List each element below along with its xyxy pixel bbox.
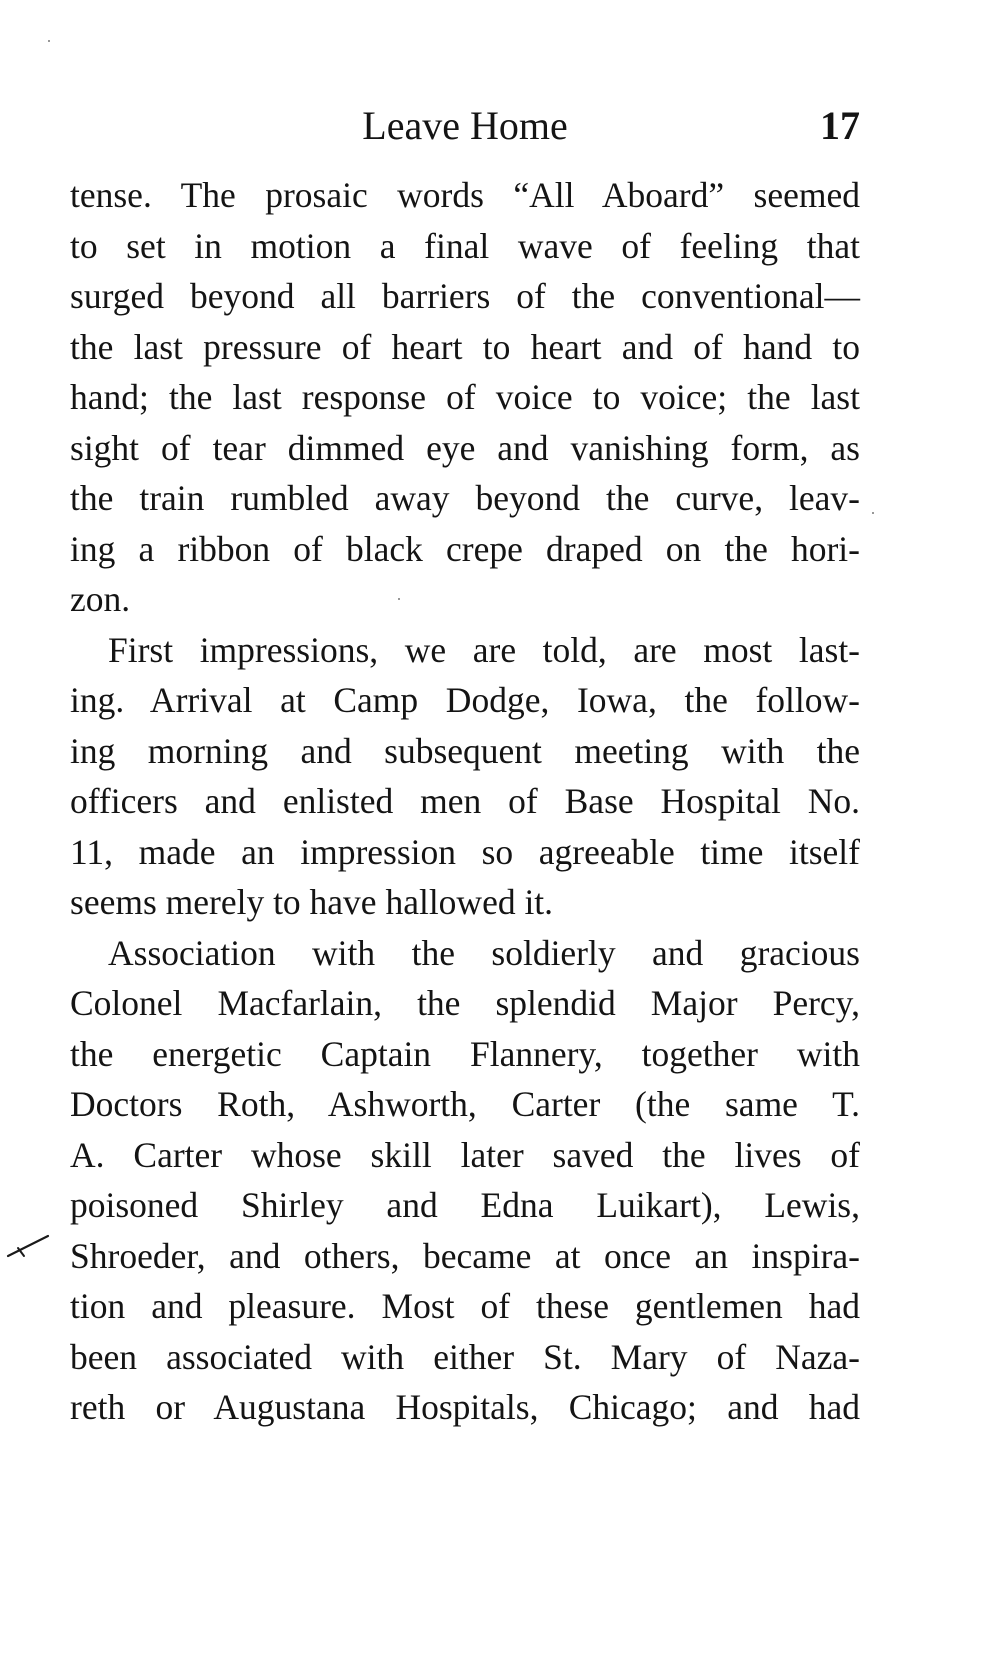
body-text [70,170,860,1433]
running-head [70,96,860,156]
text-line: sight of tear dimmed eye and vanishing form, as [70,427,860,468]
text-line: the energetic Captain Flannery, together with [70,1033,860,1074]
text-line: Association with the soldierly and gracious [108,932,860,973]
paper-speck [398,598,400,600]
text-line: hand; the last response of voice to voice; the last [70,377,860,417]
text-line: ing a ribbon of black crepe draped on the hori- [70,528,860,569]
text-line: Doctors Roth, Ashworth, Carter (the same T. [70,1084,860,1124]
text-line: A. Carter whose skill later saved the lives of [70,1134,860,1175]
text-line: ing. Arrival at Camp Dodge, Iowa, the follow- [70,680,860,720]
text-line: reth or Augustana Hospitals, Chicago; and had [70,1387,860,1427]
text-line: surged beyond all barriers of the conventional— [70,276,860,316]
text-line: 11, made an impression so agreeable time itself [70,831,860,872]
text-line: seems merely to have hallowed it. [70,882,554,922]
text-line: the train rumbled away beyond the curve, leav- [70,478,860,518]
text-line: First impressions, we are told, are most last- [108,629,860,670]
page-number: 17 [820,103,860,148]
paper-speck [48,40,50,42]
chapter-title: Leave Home [362,103,568,148]
text-line: poisoned Shirley and Edna Luikart), Lewis, [70,1185,860,1225]
text-line: officers and enlisted men of Base Hospital No. [70,781,860,821]
text-line: Shroeder, and others, became at once an inspira- [70,1235,860,1276]
text-line: tion and pleasure. Most of these gentlemen had [70,1286,860,1326]
text-line: been associated with either St. Mary of Naza- [70,1336,860,1377]
text-line: the last pressure of heart to heart and of hand to [70,326,860,367]
text-line: Colonel Macfarlain, the splendid Major Percy, [70,983,860,1023]
text-line: to set in motion a final wave of feeling that [70,225,860,266]
text-line: ing morning and subsequent meeting with the [70,730,860,771]
pencil-check-mark [4,1232,52,1262]
text-line: tense. The prosaic words “All Aboard” seemed [70,175,860,215]
paper-speck [872,512,874,514]
text-line: zon. [70,579,131,619]
